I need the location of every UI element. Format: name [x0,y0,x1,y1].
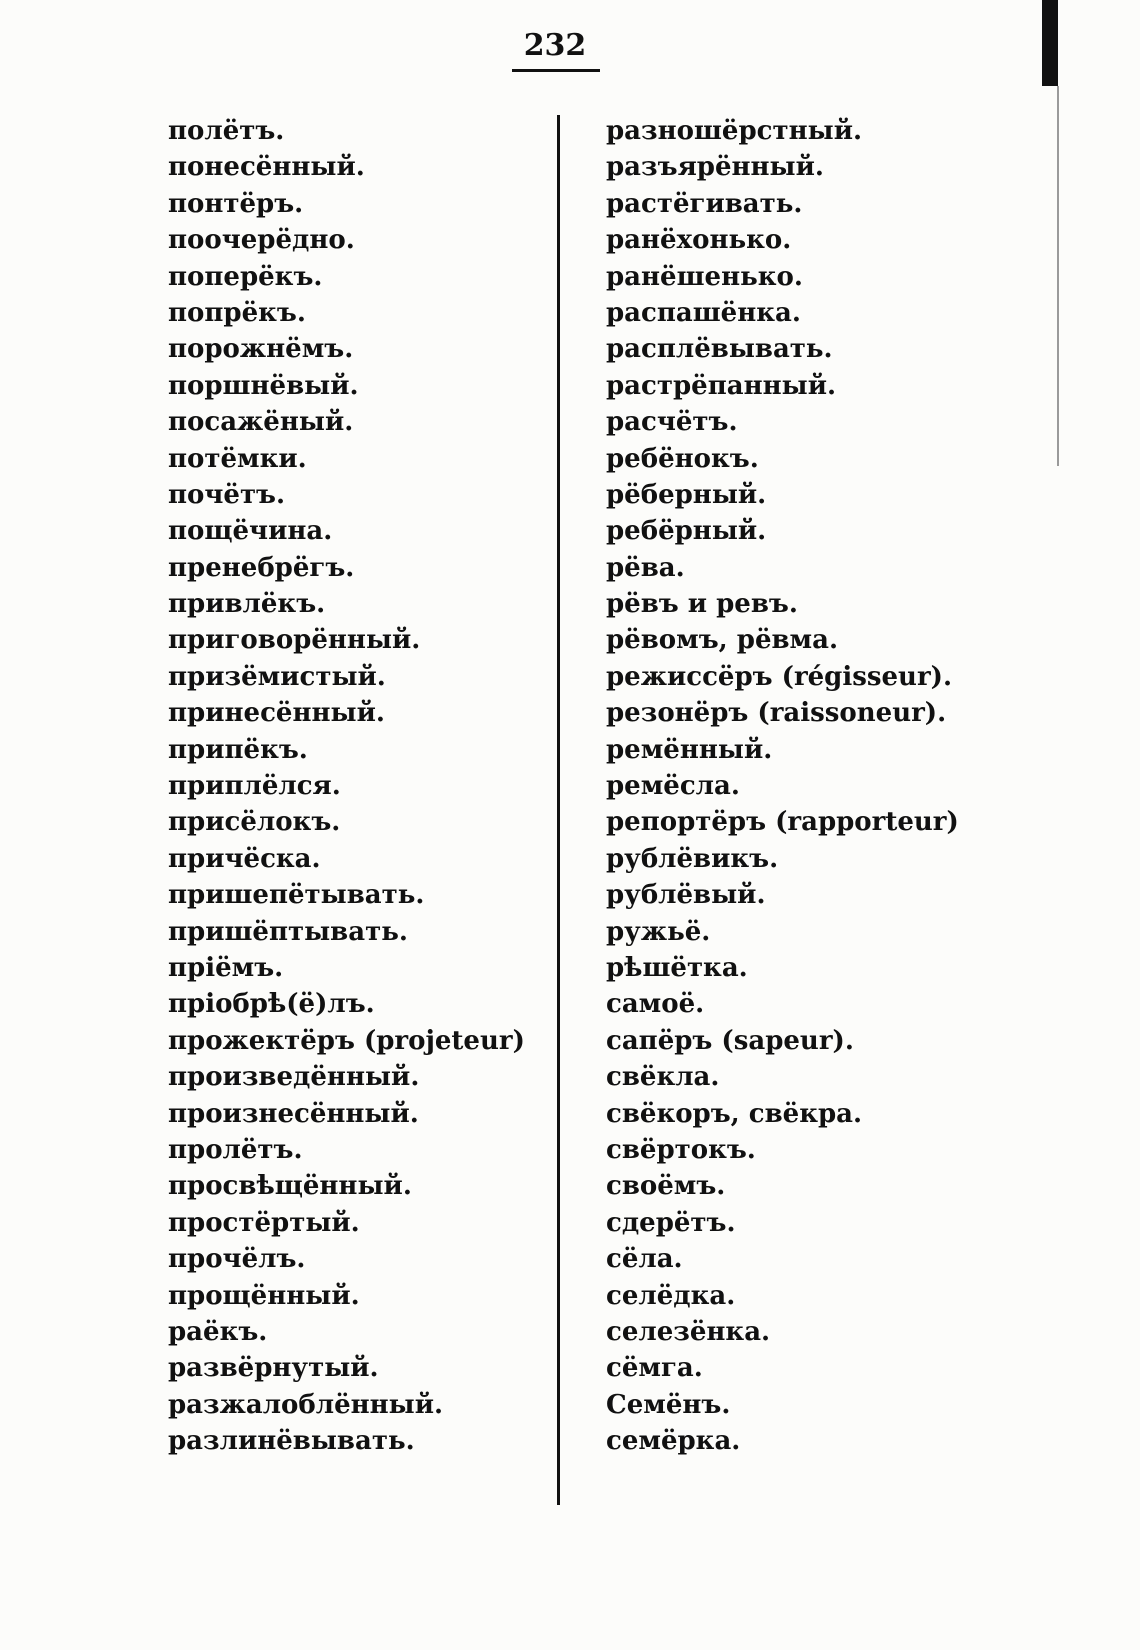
word-entry: порожнёмъ. [168,334,354,365]
column-divider [557,115,560,1505]
word-entry: рѣшётка. [606,952,748,983]
word-entry: разлинёвывать. [168,1426,415,1457]
word-entry: посажёный. [168,407,354,438]
word-entry: ремёсла. [606,771,740,802]
word-entry: привлёкъ. [168,589,326,620]
word-entry: сёмга. [606,1353,703,1384]
scan-edge-mark [1042,0,1058,86]
word-entry: произведённый. [168,1062,420,1093]
word-entry: раёкъ. [168,1316,268,1347]
word-entry: растёгивать. [606,188,803,219]
word-entry: приговорённый. [168,625,421,656]
word-entry: приплёлся. [168,771,341,802]
word-entry: понесённый. [168,152,365,183]
page-number-rule [512,69,600,72]
word-entry: понтёръ. [168,188,304,219]
word-entry: сапёръ (sapeur). [606,1025,854,1056]
word-entry: поочерёдно. [168,225,355,256]
word-entry: растрёпанный. [606,370,837,401]
word-entry: ружьё. [606,916,711,947]
word-entry: припёкъ. [168,734,308,765]
word-entry: селезёнка. [606,1316,771,1347]
word-entry: произнесённый. [168,1098,419,1129]
word-entry: рёберный. [606,479,767,510]
word-entry: Семёнъ. [606,1389,731,1420]
word-entry: ребёнокъ. [606,443,759,474]
word-entry: рёвомъ, рёвма. [606,625,839,656]
word-entry: пріобрѣ(ё)лъ. [168,989,375,1020]
word-entry: пришепётывать. [168,880,425,911]
word-entry: пощёчина. [168,516,333,547]
page-number: 232 [523,28,587,63]
word-entry: поршнёвый. [168,370,359,401]
word-entry: разношёрстный. [606,116,863,146]
word-entry: свёртокъ. [606,1134,756,1165]
word-entry: прощённый. [168,1280,360,1311]
word-entry: режиссёръ (régisseur). [606,661,953,692]
word-entry: присёлокъ. [168,807,341,838]
word-entry: рублёвикъ. [606,843,779,874]
left-word-column [168,113,553,1459]
word-entry: селёдка. [606,1280,736,1311]
word-entry: просвѣщённый. [168,1171,412,1202]
word-entry: принесённый. [168,698,385,729]
word-entry: развёрнутый. [168,1353,379,1384]
word-entry: сдерётъ. [606,1207,736,1238]
word-entry: пришёптывать. [168,916,408,947]
word-entry: распашёнка. [606,297,801,328]
word-entry: расчётъ. [606,407,738,438]
right-word-column [606,113,1076,1459]
word-entry: разжалоблённый. [168,1389,444,1420]
scan-edge-line [1057,86,1059,466]
word-entry: ремённый. [606,734,773,765]
word-entry: попрёкъ. [168,297,306,328]
word-entry: ребёрный. [606,516,767,547]
word-entry: поперёкъ. [168,261,323,292]
word-entry: пріёмъ. [168,952,284,983]
word-entry: семёрка. [606,1426,741,1457]
word-entry: пренебрёгъ. [168,552,355,583]
word-entry: расплёвывать. [606,334,833,365]
word-entry: своёмъ. [606,1171,726,1202]
word-entry: разъярённый. [606,152,824,183]
word-entry: свёкла. [606,1062,720,1093]
word-entry: сёла. [606,1244,683,1275]
word-entry: рёва. [606,552,685,583]
word-entry: прожектёръ (projeteur) [168,1025,525,1056]
word-entry: ранёхонько. [606,225,792,256]
word-entry: рублёвый. [606,880,766,911]
word-entry: потёмки. [168,443,307,474]
word-entry: почётъ. [168,479,286,510]
word-entry: призёмистый. [168,661,386,692]
word-entry: простёртый. [168,1207,360,1238]
word-entry: полётъ. [168,116,285,146]
word-entry: самоё. [606,989,705,1020]
word-entry: причёска. [168,843,321,874]
word-entry: резонёръ (raissoneur). [606,698,947,729]
word-entry: прочёлъ. [168,1244,306,1275]
word-entry: рёвъ и ревъ. [606,589,798,620]
word-entry: ранёшенько. [606,261,803,292]
word-entry: свёкоръ, свёкра. [606,1098,863,1129]
word-entry: пролётъ. [168,1134,303,1165]
word-entry: репортёръ (rapporteur) [606,807,959,838]
